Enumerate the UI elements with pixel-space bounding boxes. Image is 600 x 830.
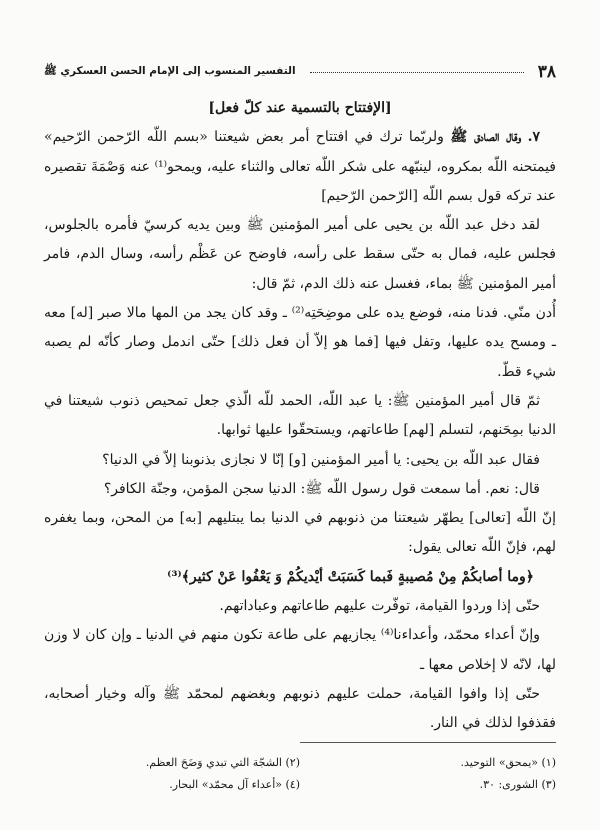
running-title: التفسير المنسوب إلى الإمام الحسن العسكري ﷺ: [44, 64, 296, 77]
page-body: [44, 94, 556, 739]
paragraph-7: إنّ اللّه [تعالى] يطهّر شيعتنا من ذنوبهم في الدنيا بما يبتليهم [به] من المحن، وبما يغفره لهم، فإنّ اللّه تعالى يقول:: [44, 510, 556, 556]
quran-verse: ﴿وما أصابكُمْ مِنْ مُصيبةٍ فَبما كَسَبَتْ أيْديكُمْ وَ يَعْفُوا عَنْ كثير﴾⁽³⁾: [167, 568, 534, 585]
paragraph-3: أُدن منّي. فدنا منه، فوضع يده على موضِحَتِه⁽²⁾ ـ وقد كان يجد من المها مالا صبر [له] معه ـ ومسح يده عليها، وتفل فيها [فما هو إلاّ أن فعل ذلك] حتّى اندمل وصار كأنّه لم يصبه شيء قطّ.: [44, 305, 556, 380]
paragraph-9: حتّى إذا وردوا القيامة، توفّرت عليهم طاعاتهم وعباداتهم.: [219, 598, 540, 615]
paragraph-4: ثمّ قال أمير المؤمنين ﷺ: يا عبد اللّه، الحمد للّه الّذي جعل تمحيص ذنوب شيعتنا في الدنيا بمِحَنهم، لتسلم [لهم] طاعاتهم، ويستحقّوا عليها ثوابها.: [44, 392, 556, 439]
footnote: (١) «يمحق» التوحيد.: [460, 756, 556, 769]
paragraph-1: [44, 123, 556, 211]
paragraph-10: وإنّ أعداء محمّد، وأعداءنا⁽⁴⁾ يجازيهم على طاعة تكون منهم في الدنيا ـ وإن كان لا وزن لها، لانّه لا إخلاص معها ـ: [44, 627, 556, 673]
paragraph-text: ولربّما ترك في افتتاح أمر بعض شيعتنا «بسم اللّه الرّحمن الرّحيم» فيمتحنه اللّه بمكروه، لينبّهه على شكر اللّه تعالى والثناء عليه، ويمحو⁽¹⁾ عنه وَصْمَةَ تقصيره عند تركه قول بسم اللّه [الرّحمن الرّحيم]: [44, 129, 556, 204]
hadith-speaker: وقال الصادق ﷺ: [450, 129, 522, 146]
paragraph-11: حتّى إذا وافوا القيامة، حملت عليهم ذنوبهم وبغضهم لمحمّد ﷺ وآله وخيار أصحابه، فقذفوا لذلك في النار.: [44, 685, 556, 732]
section-heading: [الإفتتاح بالتسمية عند كلّ فعل]: [208, 100, 392, 116]
hadith-number: ٧.: [527, 129, 541, 146]
running-header: [44, 60, 556, 84]
page-number: ٣٨: [537, 62, 556, 81]
paragraph-2: لقد دخل عبد اللّه بن يحيى على أمير المؤمنين ﷺ وبين يديه كرسيّ فأمره بالجلوس، فجلس عليه، فمال به حتّى سقط على رأسه، فاوضح عن عَظْم رأسه، وسال الدم، فامر أمير المؤمنين ﷺ بماء، فغسل عنه ذلك الدم، ثمّ قال:: [44, 217, 556, 292]
footnote: (٤) «أعداء آل محمّد» البحار.: [169, 778, 300, 791]
header-dotted-rule: [310, 71, 524, 73]
paragraph-5: فقال عبد اللّه بن يحيى: يا أمير المؤمنين [و] إنّا لا نجازى بذنوبنا إلاّ في الدنيا؟: [102, 451, 540, 468]
footnote-separator: [300, 742, 556, 743]
footnote: (٢) الشجّة التي تبدي وَضَحَ العظم.: [145, 756, 300, 769]
paragraph-6: قال: نعم. أما سمعت قول رسول اللّه ﷺ: الدنيا سجن المؤمن، وجنّة الكافر؟: [103, 480, 540, 497]
footnote: (٣) الشورى: ٣٠.: [479, 778, 556, 791]
footnotes: [44, 752, 556, 796]
